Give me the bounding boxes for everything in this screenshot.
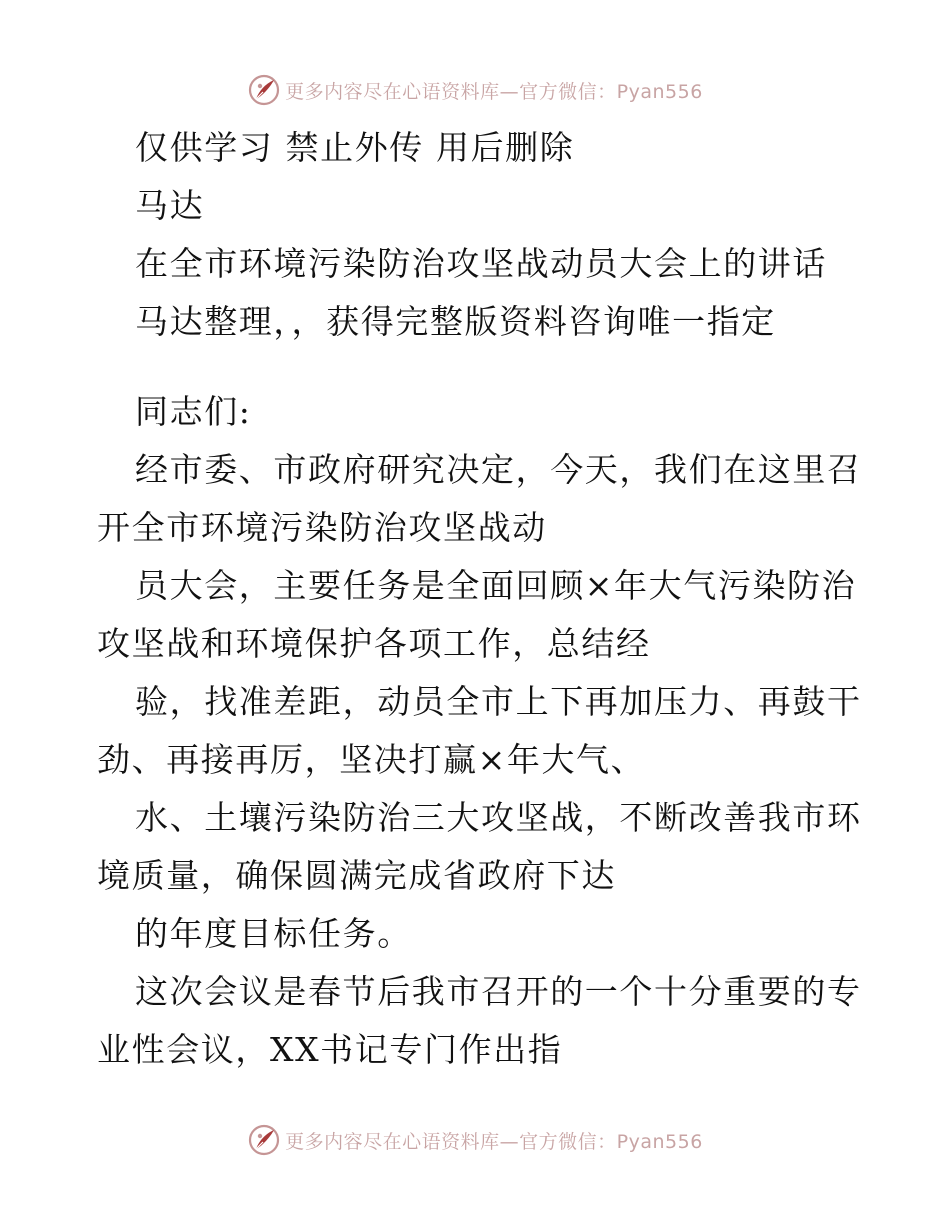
author-line: 马达 [135, 186, 205, 225]
header-banner-text: 更多内容尽在心语资料库—官方微信：Pyan556 [285, 80, 703, 103]
quill-pen-logo-icon [247, 1123, 281, 1157]
header-banner [0, 70, 950, 110]
speech-title: 在全市环境污染防治攻坚战动员大会上的讲话 [135, 244, 827, 283]
quill-pen-logo-icon [247, 73, 281, 107]
body-line: 开全市环境污染防治攻坚战动 [97, 508, 547, 547]
body-line: 攻坚战和环境保护各项工作，总结经 [97, 624, 651, 663]
body-line: 的年度目标任务。 [135, 914, 412, 953]
body-line: 水、土壤污染防治三大攻坚战，不断改善我市环 [135, 798, 862, 837]
body-line: 劲、再接再厉，坚决打赢×年大气、 [97, 740, 646, 779]
footer-banner-text: 更多内容尽在心语资料库—官方微信：Pyan556 [285, 1130, 703, 1153]
body-line: 这次会议是春节后我市召开的一个十分重要的专 [135, 972, 862, 1011]
body-line: 验，找准差距，动员全市上下再加压力、再鼓干 [135, 682, 862, 721]
notice-line: 仅供学习 禁止外传 用后删除 [135, 128, 575, 167]
compiler-note: 马达整理，，获得完整版资料咨询唯一指定 [135, 302, 776, 341]
body-line: 业性会议，XX书记专门作出指 [97, 1030, 563, 1069]
salutation: 同志们: [135, 392, 252, 431]
body-line: 员大会，主要任务是全面回顾×年大气污染防治 [135, 566, 857, 605]
footer-banner [0, 1120, 950, 1160]
body-line: 境质量，确保圆满完成省政府下达 [97, 856, 616, 895]
body-line: 经市委、市政府研究决定，今天，我们在这里召 [135, 450, 862, 489]
